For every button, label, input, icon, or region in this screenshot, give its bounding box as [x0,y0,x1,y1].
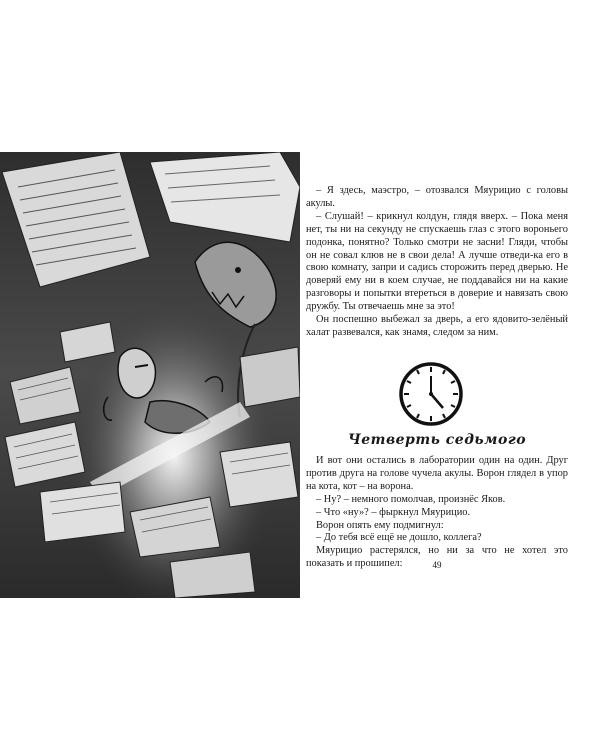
paper-sheet [40,482,125,542]
paragraph: И вот они остались в лаборатории один на один. Друг против друга на голове чучела акулы. Ворон глядел в упор на кота, кот – на ворона. [306,455,568,492]
paragraph: Ворон опять ему подмигнул: [316,519,444,531]
page-number: 49 [432,560,442,570]
text-block-bottom [306,455,568,571]
text-block-top [306,185,568,340]
paragraph: – До тебя всё ещё не дошло, коллега? [316,532,482,544]
pocket-clock-icon [395,356,467,428]
paragraph: – Ну? – немного помолчав, произнёс Яков. [316,493,506,505]
illustration [0,152,300,598]
chapter-title: Четверть седьмого [347,432,527,448]
paragraph: – Я здесь, маэстро, – отозвался Мяурицио с головы акулы. [306,185,568,209]
paragraph: Мяурицио растерялся, но ни за что не хотел это показать и прошипел: [306,545,568,570]
scattered-papers-illustration [0,152,300,598]
paper-sheet [220,442,298,507]
paragraph: – Что «ну»? – фыркнул Мяурицио. [316,506,471,518]
paragraph: – Слушай! – крикнул колдун, глядя вверх. – Пока меня нет, ты ни на секунду не спускаешь глаз с этого вороньего подонка, понятно? Только смотри не засни! Гляди, чтобы он не совал клюв не в свои дела! А лучше отведи-ка его в свою комнату, запри и садись сторожить перед дверью. Не доверяй ему ни в коем случае, не поддавайся ни на какие разговоры и попытки втереться в доверие и навязать свою дружбу. Ты отвечаешь мне за это! [306,210,568,313]
paper-sheet [240,347,300,407]
paragraph: Он поспешно выбежал за дверь, а его ядовито-зелёный халат развевался, как знамя, следом за ним. [306,314,568,338]
